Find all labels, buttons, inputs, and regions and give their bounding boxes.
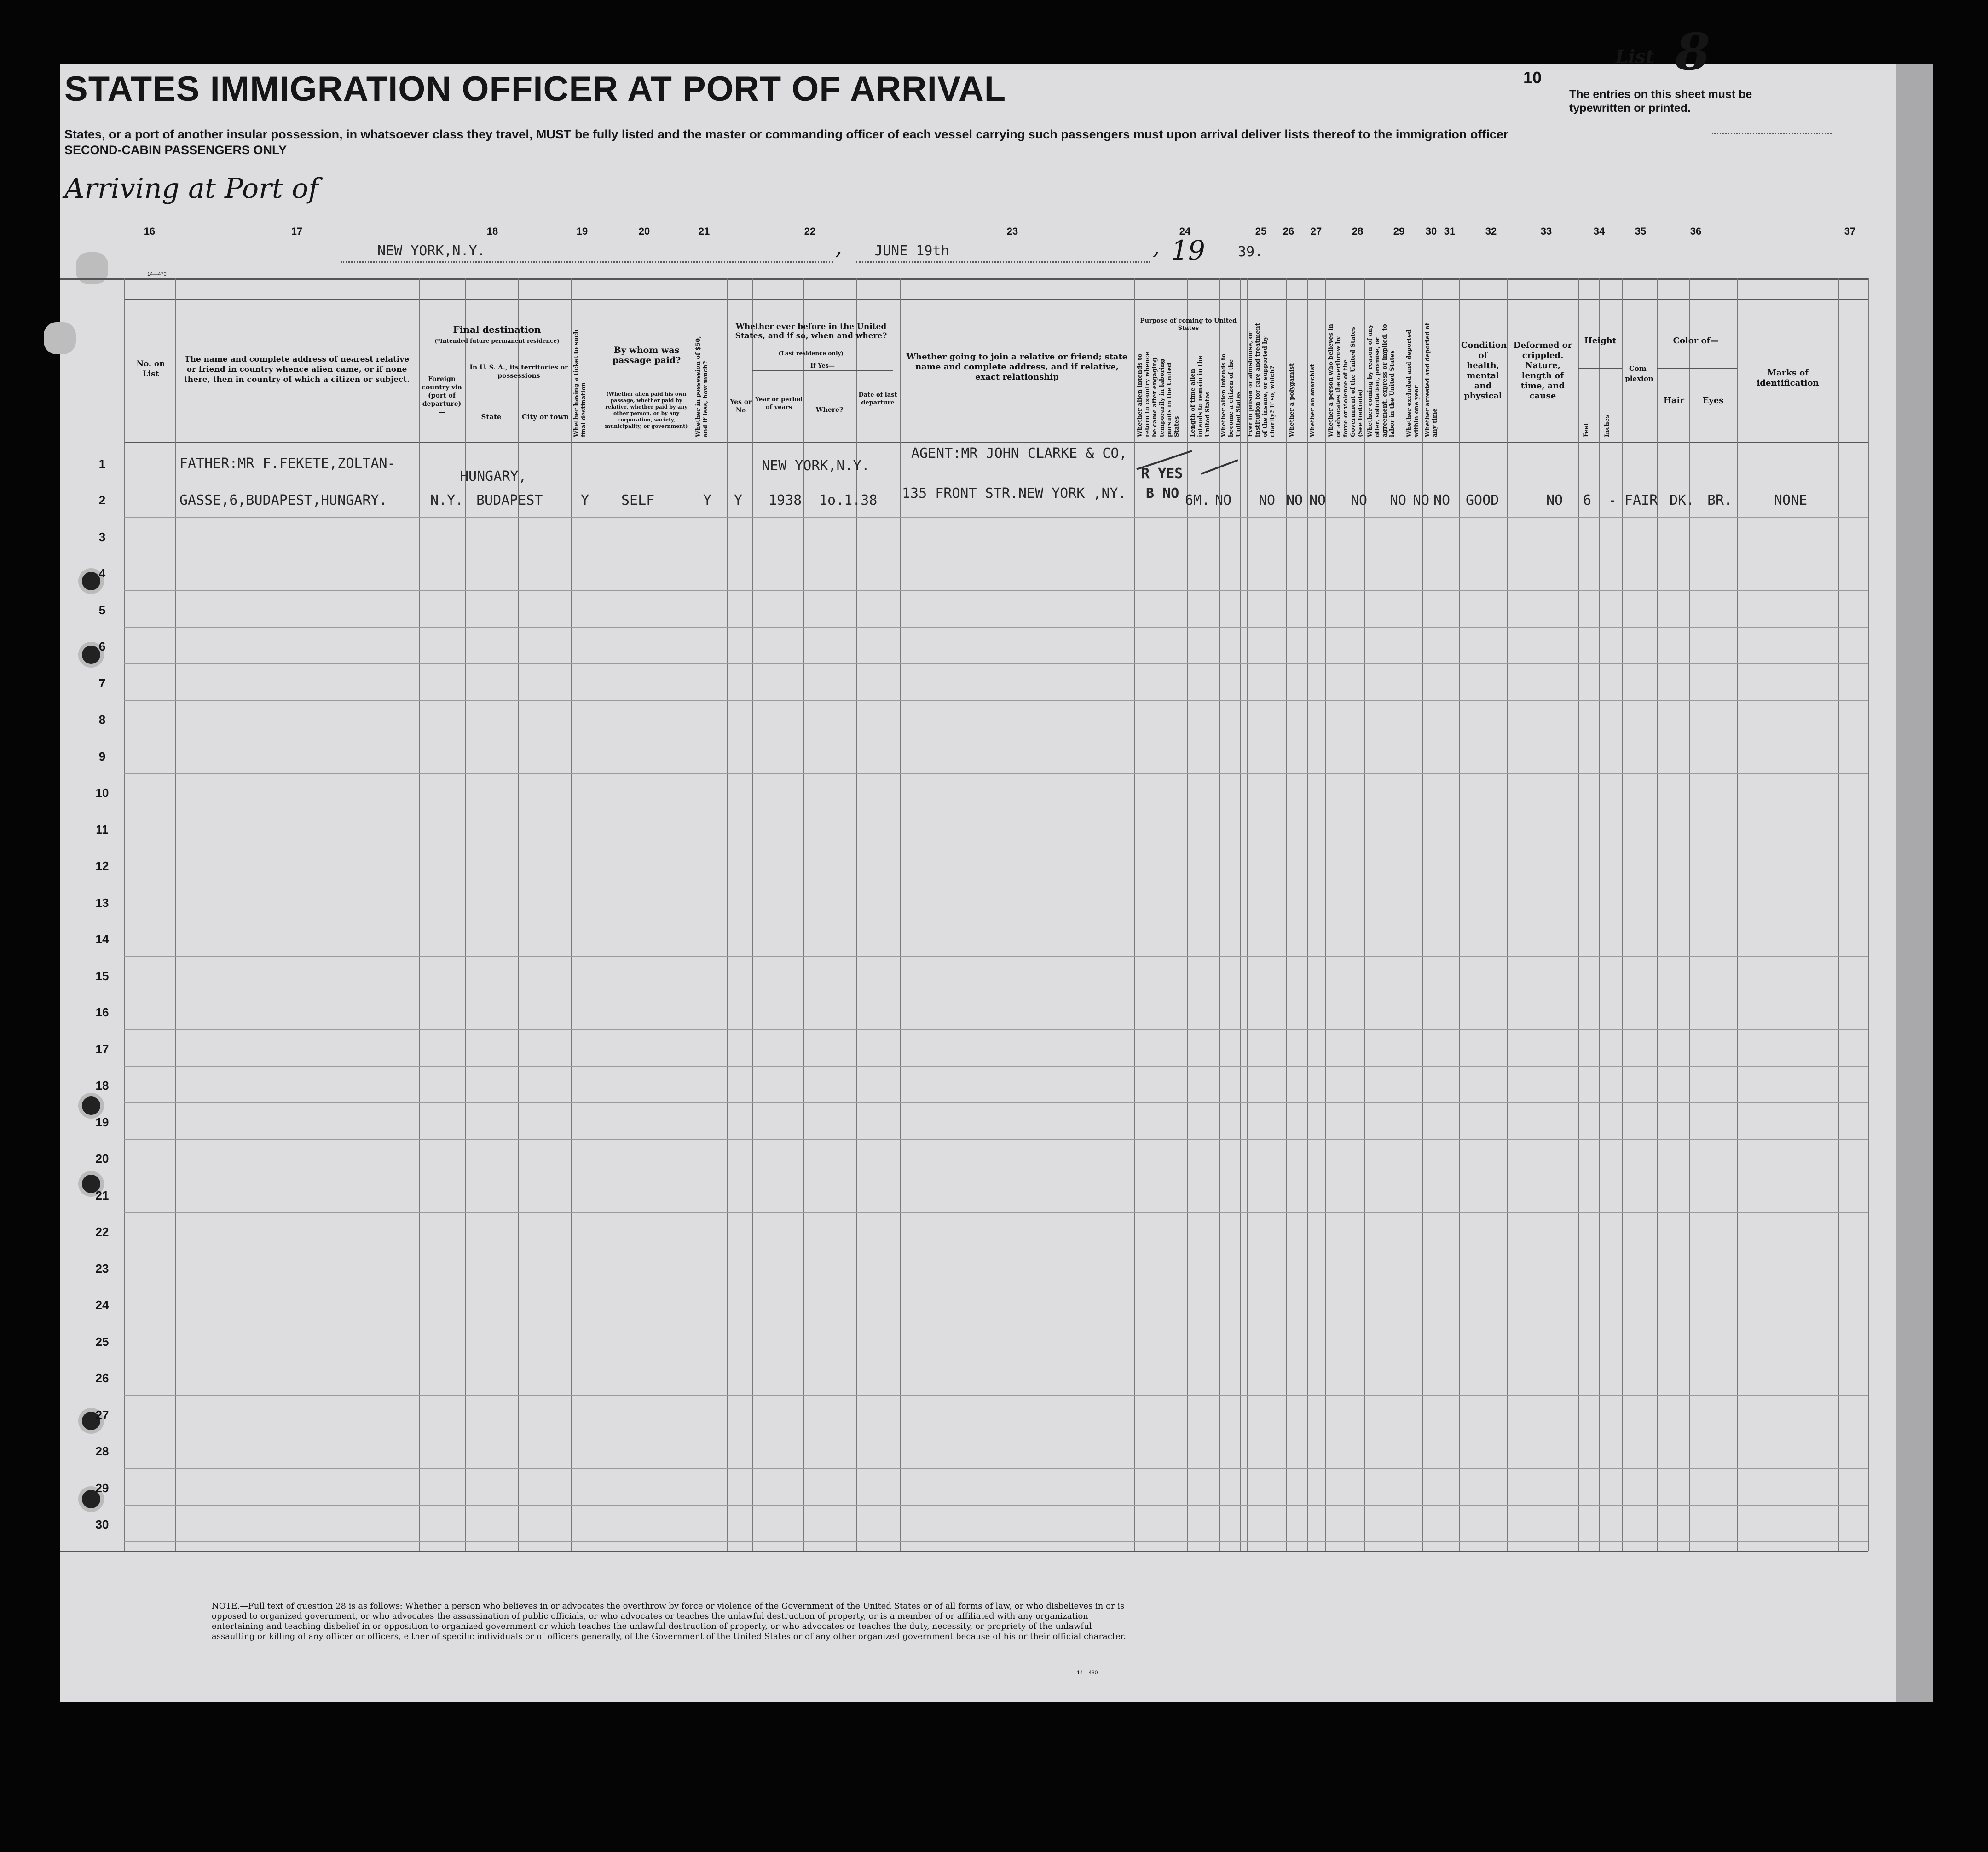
column-rule [727,278,728,1551]
column-header: (Whether alien paid his own passage, whether paid by relative, whether paid by any other person, or by any corporation, society, municipality, or government) [605,391,688,429]
column-header-vertical: Whether an anarchist [1309,364,1316,437]
column-header-vertical: Whether in possession of $50, and if less, how much? [695,336,709,437]
row-rule [124,1029,1868,1030]
row-number: 12 [95,859,109,873]
form-title: STATES IMMIGRATION OFFICER AT PORT OF ARRIVAL [64,69,1006,109]
table-bottom-rule [60,1551,1868,1552]
column-rule [1599,278,1600,1551]
entry-cell: GOOD [1466,492,1499,508]
column-header: By whom was passage paid? [612,345,681,365]
year-prefix: 19 [1171,235,1205,266]
column-number: 20 [638,225,650,237]
row-number: 16 [95,1005,109,1019]
arrival-date: JUNE 19th [874,243,949,259]
subtitle-text: States, or a port of another insular possession, in whatsoever class they travel, MUST be fully listed and the master or commanding officer of each vessel carrying such passengers must upon arrival deliver lists thereof to the immigration officer [64,127,1508,141]
entry-cell: NO [1259,492,1276,508]
row-number: 22 [95,1225,109,1239]
entry-cell: FATHER:MR F.FEKETE,ZOLTAN- [179,456,396,472]
column-header-vertical: Whether excluded and deported within one year [1406,329,1420,437]
list-number-line [1712,133,1832,134]
row-number: 30 [95,1517,109,1531]
column-number: 17 [291,225,303,237]
entry-cell: NO [1413,492,1430,508]
port-of-arrival: NEW YORK,N.Y. [377,243,485,259]
column-header: Year or period of years [755,396,803,411]
column-header-vertical: Whether arrested and deported at any time [1424,323,1439,437]
column-header-vertical: Inches [1604,415,1611,437]
column-number: 31 [1444,225,1456,237]
row-number: 6 [98,640,106,653]
entry-cell: HUNGARY, [460,468,527,485]
column-header: Height [1584,336,1617,346]
column-header: Where? [815,406,844,414]
row-rule [124,1212,1868,1213]
column-header: Foreign country via (port of departure)— [422,375,462,416]
page-edge [1896,64,1933,1702]
column-header: Whether going to join a relative or friend; state name and complete address, and if relative, exact relationship [906,352,1128,382]
column-header: The name and complete address of nearest relative or friend in country whence alien came, or if none there, then in country of which a citizen or subject. [184,355,410,384]
row-number: 11 [96,823,109,837]
colnum-rule [124,299,1868,300]
column-number: 27 [1310,225,1322,237]
column-rule [1459,278,1460,1551]
column-number: 29 [1393,225,1405,237]
column-header-vertical: Feet [1583,422,1590,437]
column-rule [1507,278,1508,1551]
column-header: Date of last departure [858,392,897,406]
row-rule [124,1066,1868,1067]
binding-tab [44,322,76,354]
column-header-vertical: Whether a polygamist [1289,363,1295,437]
column-header-vertical: Ever in prison or almshouse, or institution for care and treatment of the insane, or supported by charity? If so, which? [1247,323,1276,437]
column-rule [1657,278,1658,1551]
row-rule [124,1541,1868,1542]
column-header: Condition of health, mental and physical [1461,340,1507,401]
column-rule [752,278,753,1551]
column-rule [1422,278,1423,1551]
entry-cell: R YES [1141,466,1183,482]
column-rule [124,278,125,1551]
column-header: Final destination [453,324,541,335]
row-number: 17 [95,1042,109,1056]
entry-cell: B NO [1146,485,1179,502]
column-number: 16 [144,225,156,237]
comma: , [835,235,842,260]
header-rule [60,278,1868,280]
row-number: 7 [98,676,106,690]
column-number: 19 [576,225,588,237]
entry-cell: GASSE,6,BUDAPEST,HUNGARY. [179,492,387,508]
sheet-number: 10 [1523,68,1542,87]
entry-cell: 135 FRONT STR.NEW YORK ,NY. [902,485,1127,502]
form-code-top: 14—470 [147,271,167,277]
pen-strokes [1127,442,1266,497]
manifest-sheet [60,64,1905,1702]
column-number: 37 [1844,225,1856,237]
form-code-bottom: 14—430 [1077,1669,1098,1676]
row-number: 15 [95,969,109,983]
column-header-vertical: Whether alien intends to become a citizen of the United States [1220,353,1242,437]
column-rule [419,278,420,1551]
column-header-vertical: Whether alien intends to return to country whence he came after engaging temporarily in laboring pursuits in the United States [1137,352,1180,437]
row-number: 10 [95,786,109,800]
subheader-rule [1657,368,1737,369]
column-header: (*Intended future permanent residence) [434,338,560,344]
entry-cell: 1o.1.38 [819,492,878,508]
date-line [856,261,1150,263]
column-number: 34 [1593,225,1605,237]
column-number: 26 [1283,225,1295,237]
entry-cell: NO [1215,492,1232,508]
column-number: 30 [1425,225,1437,237]
column-header: Whether ever before in the United States, and if so, when and where? [735,322,887,340]
entry-cell: FAIR [1624,492,1658,508]
row-rule [124,956,1868,957]
column-header: Hair [1664,396,1684,405]
row-number: 23 [95,1262,109,1275]
column-header-vertical: Whether having a ticket to such final destination [573,329,587,437]
row-number: 5 [98,603,106,617]
column-number: 28 [1352,225,1364,237]
column-header: Eyes [1702,396,1724,405]
entry-cell: NO [1390,492,1407,508]
entry-cell: NO [1433,492,1451,508]
column-header: If Yes— [810,363,835,369]
row-rule [124,773,1868,774]
column-header: State [481,413,502,421]
list-label: List [1615,46,1654,68]
row-number: 8 [98,713,106,727]
row-number: 21 [95,1189,109,1202]
column-header-vertical: Whether a person who believes in or advocates the overthrow by force or violence of the Government of the United States (See footnote) [1328,324,1364,437]
row-rule [124,590,1868,591]
column-header: (Last residence only) [778,350,844,357]
column-rule [1838,278,1839,1551]
row-number: 13 [95,896,109,910]
arriving-label: Arriving at Port of [64,173,319,205]
entry-cell: NO [1309,492,1326,508]
column-number: 32 [1485,225,1497,237]
entry-cell: AGENT:MR JOHN CLARKE & CO, [911,445,1127,462]
entry-cell: - [1608,492,1617,508]
entry-cell: Y [581,492,589,508]
passenger-class: SECOND-CABIN PASSENGERS ONLY [64,143,287,157]
form-subtitle [64,127,1583,158]
entry-cell: NO [1546,492,1563,508]
entry-cell: Y [734,492,743,508]
column-rule [1364,278,1365,1551]
row-number: 4 [98,566,106,580]
row-number: 2 [98,493,106,507]
port-line [341,261,833,263]
column-header: Purpose of coming to United States [1140,317,1237,332]
column-number: 21 [698,225,710,237]
column-number: 33 [1540,225,1552,237]
row-rule [124,1468,1868,1469]
subheader-rule [752,370,893,371]
column-rule [571,278,572,1551]
column-rule [1868,278,1869,1551]
footnote: NOTE.—Full text of question 28 is as follows: Whether a person who believes in or advocates the overthrow by force or violence of the Government of the United States or of all forms of law, or who disbelieves in or is opposed to organized government, or who advocates the assassination of public officials, or who advocates or teaches the unlawful destruction of property, or is a member of or affiliated with any organization entertaining and teaching disbelief in or opposition to organized government or which teaches the unlawful destruction of property, or who advocates or teaches the duty, necessity, or propriety of the unlawful assaulting or killing of any officer or officers, either of specific individuals or of officers generally, of the Government of the United States or of any other organized government because of his or their official character. [212,1601,1127,1641]
entry-cell: NO [1286,492,1303,508]
column-rule [1737,278,1738,1551]
entry-cell: NONE [1774,492,1808,508]
column-number: 24 [1179,225,1191,237]
entry-cell: N.Y. [430,492,464,508]
column-rule [1622,278,1623,1551]
row-rule [124,700,1868,701]
row-number: 9 [98,750,106,763]
row-rule [124,1505,1868,1506]
column-number: 23 [1006,225,1018,237]
column-number: 36 [1690,225,1702,237]
row-number: 3 [98,530,106,544]
row-rule [124,1102,1868,1103]
row-number: 29 [95,1481,109,1495]
column-header-vertical: Length of time alien intends to remain in the United States [1190,355,1211,437]
entry-cell: 6 [1583,492,1592,508]
binding-hole [78,1093,104,1119]
column-header: In U. S. A., its territories or possessions [469,364,568,380]
column-header: Yes or No [730,398,752,414]
row-number: 27 [95,1408,109,1422]
row-number: 18 [95,1079,109,1092]
entry-cell: Y [703,492,712,508]
row-number: 20 [95,1152,109,1165]
column-header: Com- plexion [1625,364,1653,383]
entry-cell: 1938 [769,492,802,508]
row-number: 25 [95,1335,109,1349]
header-bottom-rule [124,442,1868,443]
entry-cell: SELF [621,492,655,508]
column-rule [1578,278,1579,1551]
entry-cell: NO [1351,492,1368,508]
entry-cell: DK. [1670,492,1695,508]
list-number: 8 [1675,22,1711,81]
entry-cell: 6M. [1185,492,1210,508]
entry-cell: BR. [1707,492,1733,508]
column-number: 25 [1255,225,1267,237]
column-number: 18 [486,225,498,237]
subheader-rule [1578,368,1622,369]
row-number: 1 [98,457,106,471]
column-rule [1307,278,1308,1551]
column-rule [900,278,901,1551]
column-number: 22 [804,225,816,237]
column-number: 35 [1635,225,1647,237]
typewritten-notice: The entries on this sheet must be typewritten or printed. [1569,88,1752,115]
row-number: 14 [95,932,109,946]
row-rule [124,627,1868,628]
entry-cell: NEW YORK,N.Y. [762,458,870,474]
column-rule [175,278,176,1551]
column-rule [1689,278,1690,1551]
column-header-vertical: Whether coming by reason of any offer, solicitation, promise, or agreement, express or implied, to labor in the United States [1367,324,1396,437]
row-rule [124,663,1868,664]
column-rule [1325,278,1326,1551]
year-suffix: 39. [1238,244,1263,260]
row-rule [124,1139,1868,1140]
row-rule [124,517,1868,518]
column-header: Color of— [1673,336,1719,346]
entry-cell: BUDAPEST [476,492,543,508]
row-number: 26 [95,1371,109,1385]
row-number: 24 [95,1298,109,1312]
column-header: Marks of identification [1757,368,1819,388]
column-rule [1286,278,1287,1551]
comma: , [1153,235,1160,260]
column-header: No. on List [136,359,165,379]
column-header: City or town [521,413,569,421]
column-header: Deformed or crippled. Nature, length of time, and cause [1513,340,1572,401]
row-number: 28 [95,1444,109,1458]
row-rule [124,1395,1868,1396]
row-number: 19 [95,1115,109,1129]
